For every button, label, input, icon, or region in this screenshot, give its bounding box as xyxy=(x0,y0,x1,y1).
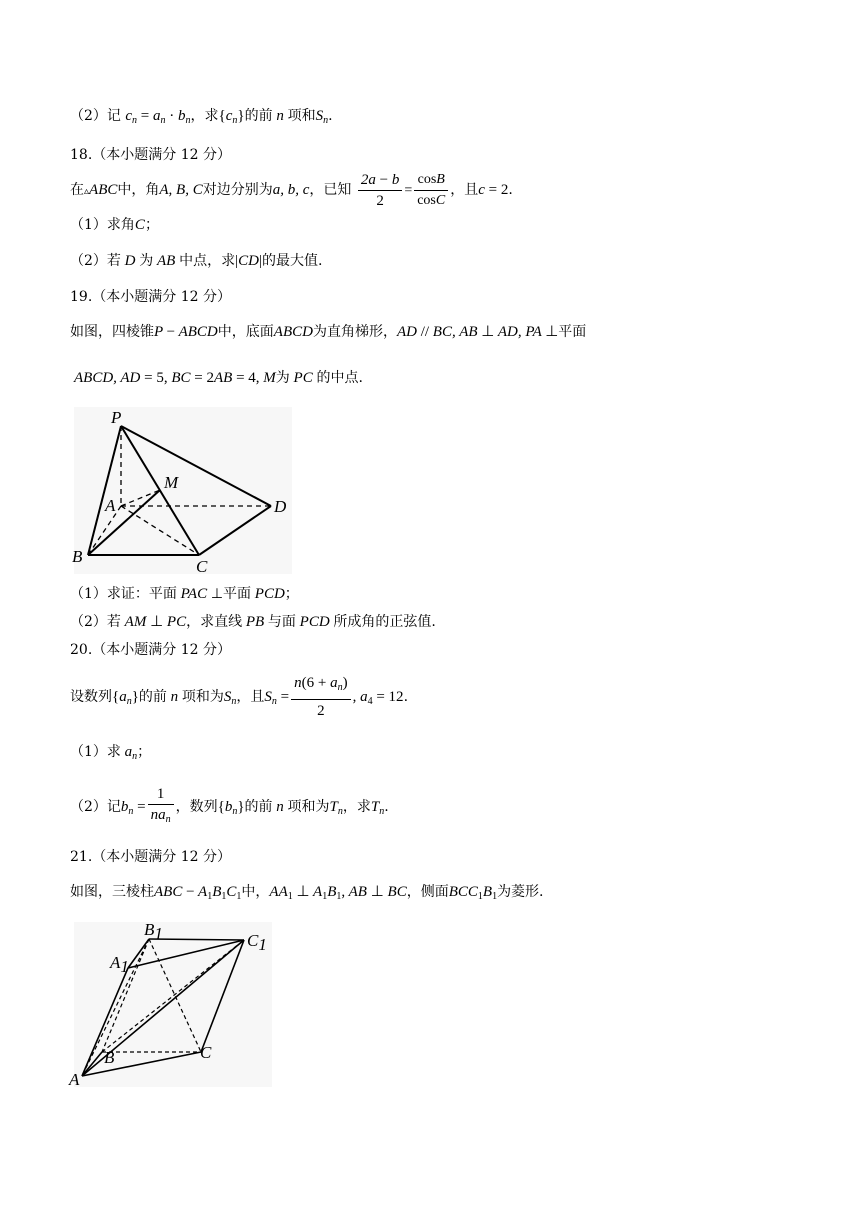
q19-stem-line2: ABCD, AD = 5, BC = 2AB = 4, M为 PC 的中点. xyxy=(74,370,363,386)
q18-part2: （2）若 D 为 AB 中点，求|CD|的最大值. xyxy=(70,253,323,269)
text: 如图，四棱锥 xyxy=(70,324,154,340)
q20-part2: （2）记$b_n$ = $\frac{1}{na_n}$ ，数列$\{b_n\}$的前 n 项和为$T_n$，求$T_n$. xyxy=(70,786,389,825)
text: 中点，求 xyxy=(179,253,236,269)
label-A: A xyxy=(69,1070,80,1089)
text: . xyxy=(328,108,333,124)
text: 为 xyxy=(139,253,154,269)
text: 项和为 xyxy=(287,799,330,815)
text: 中，底面 xyxy=(217,324,274,340)
q19-stem-line1: 如图，四棱锥P − ABCD中，底面ABCD为直角梯形，AD // BC, AB ⊥ AD, PA ⊥平面 xyxy=(70,324,587,340)
label-C: C xyxy=(196,557,208,576)
text: 求角 xyxy=(106,217,135,233)
q20-part1: （1）求 $a_n$； xyxy=(70,744,152,762)
text: 的最大值. xyxy=(261,253,323,269)
q18-part1: （1）求角C； xyxy=(70,217,159,233)
text: . xyxy=(403,689,409,705)
label-C1: C1 xyxy=(247,931,267,954)
q18-header: 18.（本小题满分 12 分） xyxy=(70,147,231,163)
text: ； xyxy=(284,586,299,602)
label-A1: A1 xyxy=(110,953,129,976)
label-B1: B1 xyxy=(144,920,163,943)
text: 为直角梯形， xyxy=(312,324,397,340)
q19-part1: （1）求证：平面 PAC ⊥平面 PCD； xyxy=(70,586,299,602)
text: ，求 xyxy=(342,799,371,815)
label-B: B xyxy=(72,547,83,566)
text: 求证：平面 xyxy=(106,586,177,602)
text: 为 xyxy=(275,370,290,386)
part-label: （1） xyxy=(70,217,107,233)
q20-stem: 设数列$\{a_n\}$的前 n 项和为$S_n$，且$S_n$ = $\frac{n(6 + a_n)}{2}$ , $a_4 = 12$. xyxy=(70,672,408,726)
q21-stem: 如图，三棱柱ABC − $A_1B_1C_1$中，$AA_1$ ⊥ $A_1B_1$, AB ⊥ BC，侧面$BCC_1B_1$为菱形. xyxy=(70,884,544,902)
text: ，求 xyxy=(190,108,219,124)
part-label: （2） xyxy=(70,799,107,815)
text: 的前 xyxy=(244,799,273,815)
label-C: C xyxy=(200,1043,212,1062)
text: 的前 xyxy=(244,108,273,124)
text: 为菱形. xyxy=(497,884,544,900)
text: . xyxy=(384,799,389,815)
text: ，且 xyxy=(236,689,265,705)
text: ，求直线 xyxy=(186,614,243,630)
q18-stem: 在▵ABC中，角A, B, C对边分别为a, b, c，已知 $\frac{2a - b}{2}$ = $\frac{\cos B}{\cos C}$ ，且c = 2. xyxy=(70,171,513,209)
pyramid-figure xyxy=(66,402,296,577)
text: 中，角 xyxy=(117,182,160,198)
text: 项和 xyxy=(287,108,316,124)
part-label: （2） xyxy=(70,253,107,269)
label-B: B xyxy=(104,1048,115,1067)
text: 若 xyxy=(106,614,121,630)
text: 所成角的正弦值. xyxy=(333,614,436,630)
text: 设数列 xyxy=(70,689,112,705)
figure-background xyxy=(74,407,292,574)
text: 求 xyxy=(106,744,121,760)
text: . xyxy=(508,182,513,198)
q21-header: 21.（本小题满分 12 分） xyxy=(70,849,231,865)
label-D: D xyxy=(274,497,287,516)
text: 的前 xyxy=(138,689,167,705)
label-P: P xyxy=(111,408,122,427)
text: 记 xyxy=(106,108,121,124)
text: ，数列 xyxy=(175,799,218,815)
text: 对边分别为 xyxy=(202,182,273,198)
part-label: （1） xyxy=(70,744,107,760)
text: 与面 xyxy=(267,614,296,630)
q17-part2: （2）记 $c_n = a_n \cdot b_n$，求$\{c_n\}$的前 n 项和$S_n$. xyxy=(70,108,333,126)
edge-B1C1 xyxy=(149,939,244,940)
q19-part2: （2）若 AM ⊥ PC，求直线 PB 与面 PCD 所成角的正弦值. xyxy=(70,614,436,630)
text: ，且 xyxy=(450,182,479,198)
q20-header: 20.（本小题满分 12 分） xyxy=(70,642,231,658)
text: 在 xyxy=(70,182,84,198)
label-A: A xyxy=(105,496,116,515)
part-label: （2） xyxy=(70,614,107,630)
text: 平面 xyxy=(558,324,587,340)
part-label: （2） xyxy=(70,108,107,124)
text: 如图，三棱柱 xyxy=(70,884,154,900)
part-label: （1） xyxy=(70,586,107,602)
text: 中， xyxy=(241,884,270,900)
text: 的中点. xyxy=(316,370,363,386)
prism-figure xyxy=(66,918,276,1090)
text: ； xyxy=(144,217,159,233)
text: 记 xyxy=(106,799,121,815)
text: 项和为 xyxy=(181,689,224,705)
text: 若 xyxy=(106,253,121,269)
text: ，侧面 xyxy=(406,884,449,900)
q19-header: 19.（本小题满分 12 分） xyxy=(70,289,231,305)
text: ； xyxy=(137,744,152,760)
text: 平面 xyxy=(223,586,252,602)
text: ，已知 xyxy=(309,182,352,198)
label-M: M xyxy=(164,473,179,492)
